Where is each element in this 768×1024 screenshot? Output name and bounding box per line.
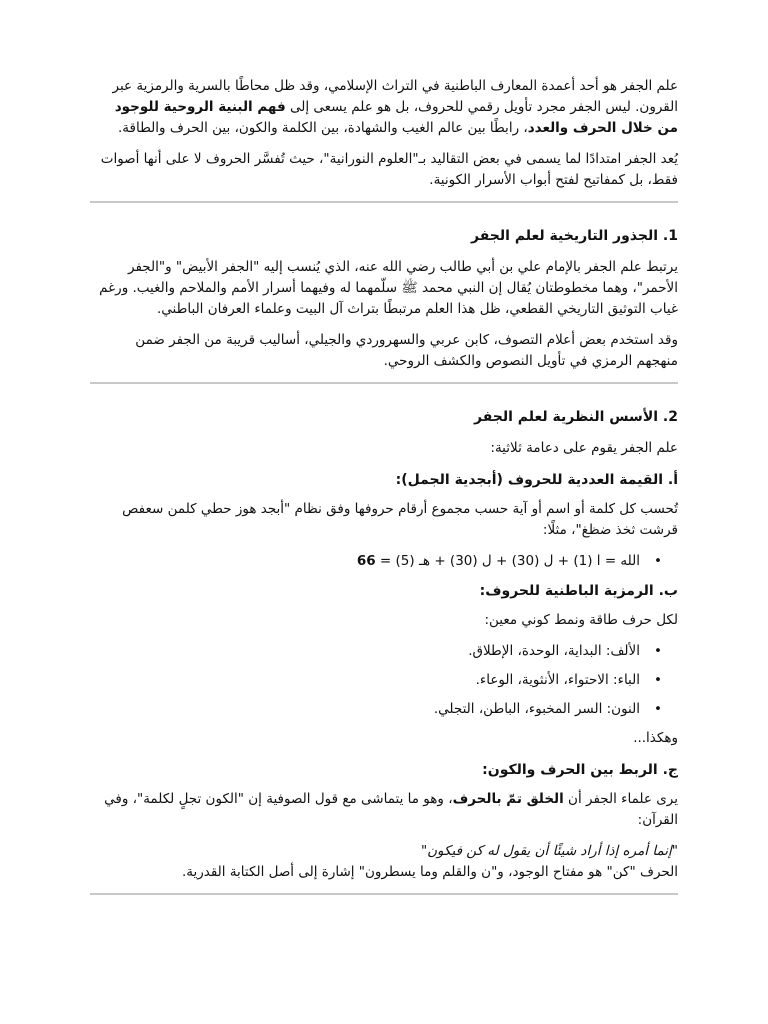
etc-text: وهكذا... — [633, 730, 678, 746]
list-item — [90, 551, 640, 572]
section1-paragraph-1: يرتبط علم الجفر بالإمام علي بن أبي طالب رضي الله عنه، الذي يُنسب إليه "الجفر الأبيض" و"الجفر الأحمر"، وهما مخطوطتان يُقال إن النبي محمد ﷺ سلّمهما له وفيهما أسرار الأمم والملاحم والغيب. ورغم غياب التوثيق التاريخي القطعي، ظل هذا العلم مرتبطًا بتراث آل البيت وعلماء العرفان الباطني. — [99, 259, 678, 317]
subsection-a-heading: أ. القيمة العددية للحروف (أبجدية الجمل): — [395, 472, 678, 488]
subsection-c-text — [90, 789, 678, 831]
divider — [90, 382, 678, 384]
intro-text: علم الجفر هو أحد أعمدة المعارف الباطنية في التراث الإسلامي، وقد ظل محاطًا بالسرية والرمزية عبر القرون. ليس الجفر مجرد تأويل رقمي للحروف، بل هو علم يسعى إلى — [112, 78, 678, 115]
section1-heading: 1. الجذور التاريخية لعلم الجفر — [471, 228, 678, 244]
divider — [90, 893, 678, 895]
closing-paragraph: الحرف "كن" هو مفتاح الوجود، و"ن والقلم وما يسطرون" إشارة إلى أصل الكتابة القدرية. — [181, 864, 678, 880]
intro-bold-text: فهم البنية الروحية للوجود من خلال الحرف والعدد — [114, 99, 678, 136]
subsection-c-heading: ج. الربط بين الحرف والكون: — [482, 762, 678, 778]
letters-list — [90, 641, 678, 720]
section2-heading: 2. الأسس النظرية لعلم الجفر — [474, 409, 678, 425]
divider — [90, 201, 678, 203]
intro-paragraph-2: يُعد الجفر امتدادًا لما يسمى في بعض التقاليد بـ"العلوم النورانية"، حيث تُفسَّر الحروف لا على أنها أصوات فقط، بل كمفاتيح لفتح أبواب الأسرار الكونية. — [100, 151, 678, 188]
section2-intro: علم الجفر يقوم على دعامة ثلاثية: — [490, 440, 678, 456]
subsection-c-text-b: ، وهو ما يتماشى مع قول الصوفية إن "الكون تجلٍ لكلمة"، وفي القرآن: — [104, 791, 678, 828]
quran-quote: "إنما أمره إذا أراد شيئًا أن يقول له كن فيكون" — [420, 843, 678, 859]
list-item: • الباء: الاحتواء، الأنثوية، الوعاء. — [90, 670, 640, 691]
subsection-c-bold: الخلق تمّ بالحرف — [452, 791, 564, 807]
list-item: • النون: السر المخبوء، الباطن، التجلي. — [90, 699, 640, 720]
subsection-b-heading: ب. الرمزية الباطنية للحروف: — [479, 583, 678, 599]
example-list — [90, 551, 678, 572]
intro-paragraph-1 — [90, 76, 678, 139]
section1-paragraph-2: وقد استخدم بعض أعلام التصوف، كابن عربي والسهروردي والجيلي، أساليب قريبة من الجفر ضمن منهجهم الرمزي في تأويل النصوص والكشف الروحي. — [135, 332, 678, 369]
intro-text-cont: ، رابطًا بين عالم الغيب والشهادة، بين الكلمة والكون، بين الحرف والطاقة. — [117, 120, 528, 136]
subsection-a-text: تُحسب كل كلمة أو اسم أو آية حسب مجموع أرقام حروفها وفق نظام "أبجد هوز حطي كلمن سعفص قرشت ثخذ ضظغ"، مثلًا: — [122, 501, 678, 538]
document-body — [90, 76, 678, 895]
example-text: الله = ا (1) + ل (30) + ل (30) + هـ (5) = — [375, 553, 640, 569]
list-item: • الألف: البداية، الوحدة، الإطلاق. — [90, 641, 640, 662]
subsection-c-text-a: يرى علماء الجفر أن — [563, 791, 678, 807]
subsection-b-intro: لكل حرف طاقة ونمط كوني معين: — [484, 612, 678, 628]
example-result: 66 — [356, 553, 376, 569]
